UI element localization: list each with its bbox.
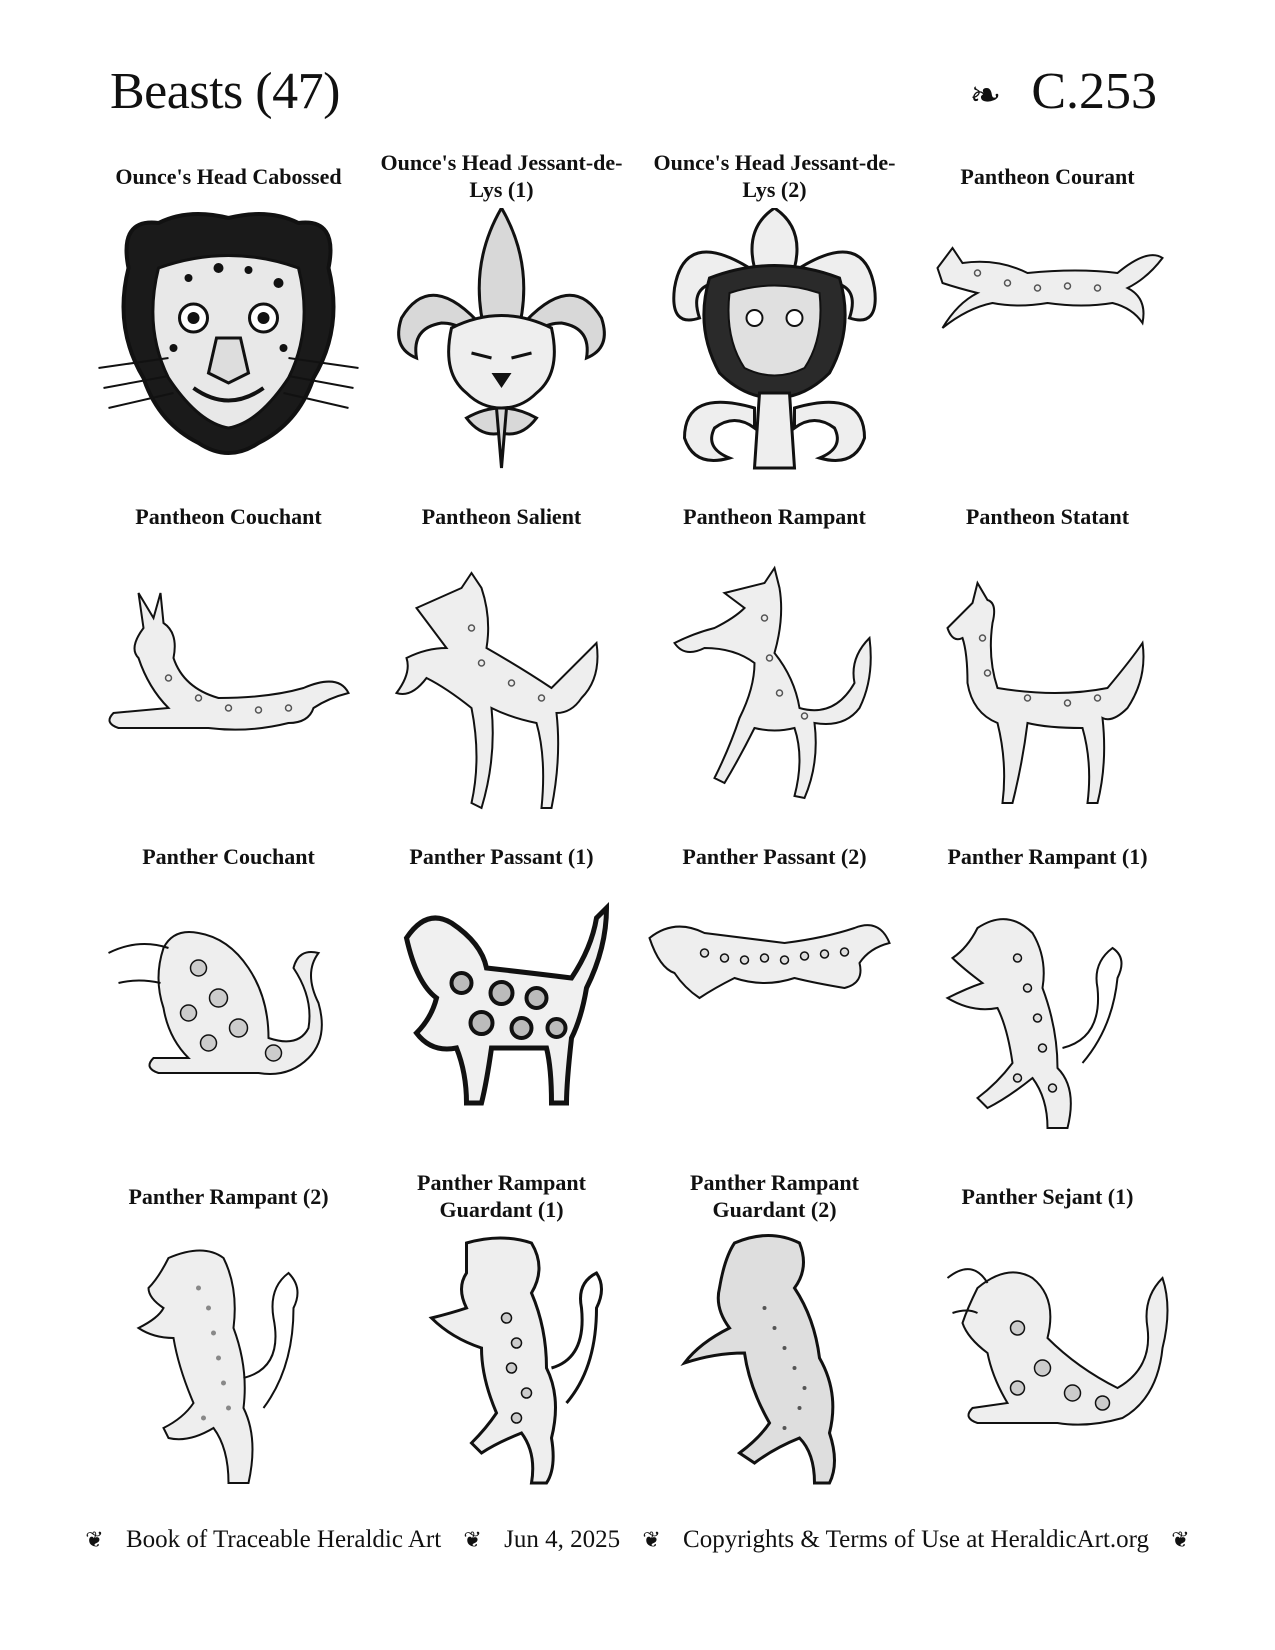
plate: [365, 828, 638, 1168]
plate: [911, 488, 1184, 828]
plate: [911, 1168, 1184, 1508]
plate: [92, 488, 365, 828]
plate-label: Panther Rampant (2): [128, 1183, 329, 1209]
page-number: C.253: [1031, 63, 1157, 120]
panther-icon: [644, 888, 905, 1158]
publication-date: Jun 4, 2025: [504, 1526, 621, 1553]
floral-heart-icon: ❦: [642, 1528, 661, 1553]
plate: [365, 148, 638, 488]
panther-icon: [917, 1228, 1178, 1498]
panther-icon: [371, 1228, 632, 1498]
panther-icon: [371, 888, 632, 1158]
pantheon-icon: [98, 548, 359, 818]
plate: [365, 1168, 638, 1508]
plate: [365, 488, 638, 828]
pantheon-icon: [371, 548, 632, 818]
plate: [638, 148, 911, 488]
floral-heart-icon: ❦: [1171, 1528, 1190, 1553]
panther-icon: [644, 1228, 905, 1498]
pantheon-icon: [917, 208, 1178, 478]
fleur-de-lys-head-icon: [371, 208, 632, 478]
plate: [92, 1168, 365, 1508]
plate-grid: [92, 148, 1184, 1508]
plate-label: Panther Passant (2): [682, 843, 867, 869]
plate-label: Panther Sejant (1): [961, 1183, 1134, 1209]
page-number-block: [969, 62, 1157, 121]
plate-label: Panther Passant (1): [409, 843, 594, 869]
plate: [92, 148, 365, 488]
panther-icon: [98, 1228, 359, 1498]
pantheon-icon: [644, 548, 905, 818]
plate-label: Panther Rampant (1): [947, 843, 1148, 869]
ounce-head-icon: [98, 208, 359, 478]
plate-label: Ounce's Head Jessant-de-Lys (1): [380, 150, 623, 202]
plate-label: Panther Rampant Guardant (1): [417, 1170, 586, 1222]
plate-label: Panther Couchant: [142, 843, 315, 869]
plate: [638, 488, 911, 828]
plate-label: Pantheon Couchant: [135, 503, 322, 529]
plate-label: Ounce's Head Jessant-de-Lys (2): [653, 150, 896, 202]
panther-icon: [917, 888, 1178, 1158]
plate: [911, 828, 1184, 1168]
plate-label: Pantheon Courant: [960, 163, 1135, 189]
plate-label: Ounce's Head Cabossed: [115, 163, 342, 189]
section-title: Beasts (47): [110, 63, 340, 120]
fleuron-ornament-icon: ❧: [969, 73, 1002, 117]
floral-heart-icon: ❦: [463, 1528, 482, 1553]
footer: [0, 1526, 1275, 1554]
plate: [638, 828, 911, 1168]
plate-label: Pantheon Statant: [965, 503, 1130, 529]
plate: [911, 148, 1184, 488]
pantheon-icon: [917, 548, 1178, 818]
plate-label: Panther Rampant Guardant (2): [690, 1170, 859, 1222]
plate: [92, 828, 365, 1168]
book-title: Book of Traceable Heraldic Art: [125, 1526, 442, 1553]
plate-label: Pantheon Salient: [421, 503, 582, 529]
plate: [638, 1168, 911, 1508]
panther-icon: [98, 888, 359, 1158]
plate-label: Pantheon Rampant: [683, 503, 866, 529]
floral-heart-icon: ❦: [85, 1528, 104, 1553]
fleur-de-lys-head-icon: [644, 208, 905, 478]
copyright-notice: Copyrights & Terms of Use at HeraldicArt.org: [683, 1526, 1150, 1553]
